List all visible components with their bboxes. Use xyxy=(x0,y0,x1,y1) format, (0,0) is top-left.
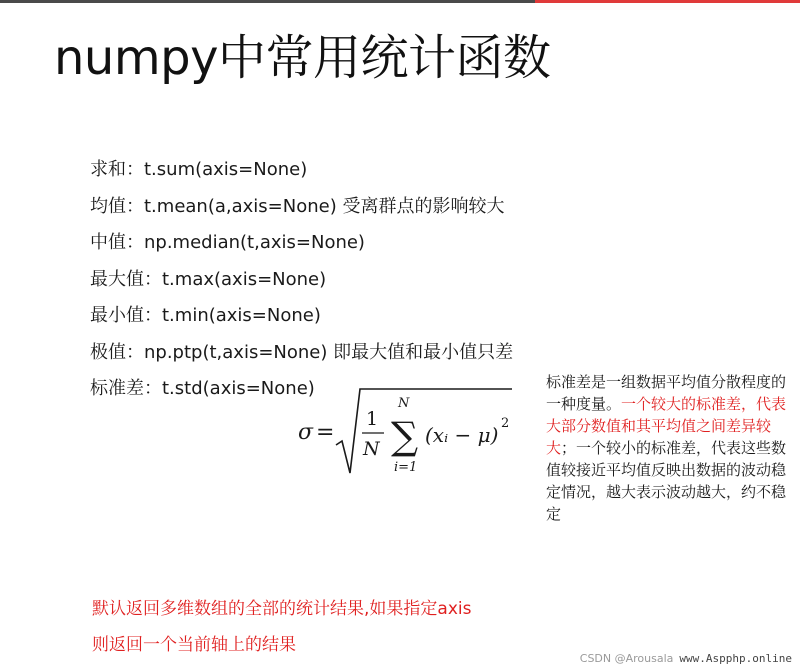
function-sum: 求和：t.sum(axis=None) xyxy=(90,159,308,180)
function-max: 最大值：t.max(axis=None) xyxy=(90,268,327,290)
function-median: 中值：np.median(t,axis=None) xyxy=(90,232,365,253)
top-border-red xyxy=(535,0,800,3)
slide-title: numpy中常用统计函数 xyxy=(54,30,551,86)
watermark-site: www.Aspphp.online xyxy=(679,652,792,665)
std-explanation-note xyxy=(546,371,796,525)
footer-line-1: 默认返回多维数组的全部的统计结果,如果指定axis xyxy=(92,599,472,619)
formula-term: (xᵢ − μ) xyxy=(425,423,499,447)
formula-sum-symbol: ∑ xyxy=(391,414,419,458)
function-list xyxy=(90,152,560,408)
formula-sum-upper: N xyxy=(398,396,410,411)
watermark-csdn: CSDN @Arousala xyxy=(579,652,674,665)
note-part-1: 标准差是一组数据平均值分散程度的一种度量。 xyxy=(546,373,787,413)
function-ptp: 极值：np.ptp(t,axis=None) 即最大值和最小值只差 xyxy=(90,341,514,363)
footer-line-2: 则返回一个当前轴上的结果 xyxy=(92,635,296,655)
note-part-2-highlight: 一个较大的标准差，代表大部分数值和其平均值之间差异较大 xyxy=(546,395,787,457)
note-part-3: ；一个较小的标准差，代表这些数值较接近平均值反映出数据的波动稳定情况，越大表示波动越大，约不稳定 xyxy=(546,439,787,523)
formula-equals: = xyxy=(316,420,335,445)
function-min: 最小值：t.min(axis=None) xyxy=(90,305,321,326)
watermark xyxy=(580,652,792,665)
formula-fraction-numerator: 1 xyxy=(366,408,379,430)
formula-exponent: 2 xyxy=(501,416,510,431)
function-mean: 均值：t.mean(a,axis=None) 受离群点的影响较大 xyxy=(90,195,505,217)
function-std: 标准差：t.std(axis=None) xyxy=(90,378,315,399)
top-border-gray xyxy=(0,0,535,3)
formula-sigma: σ xyxy=(298,420,314,445)
formula-sum-lower: i=1 xyxy=(394,460,418,475)
std-formula xyxy=(298,387,520,479)
formula-fraction-denominator: N xyxy=(363,438,380,460)
